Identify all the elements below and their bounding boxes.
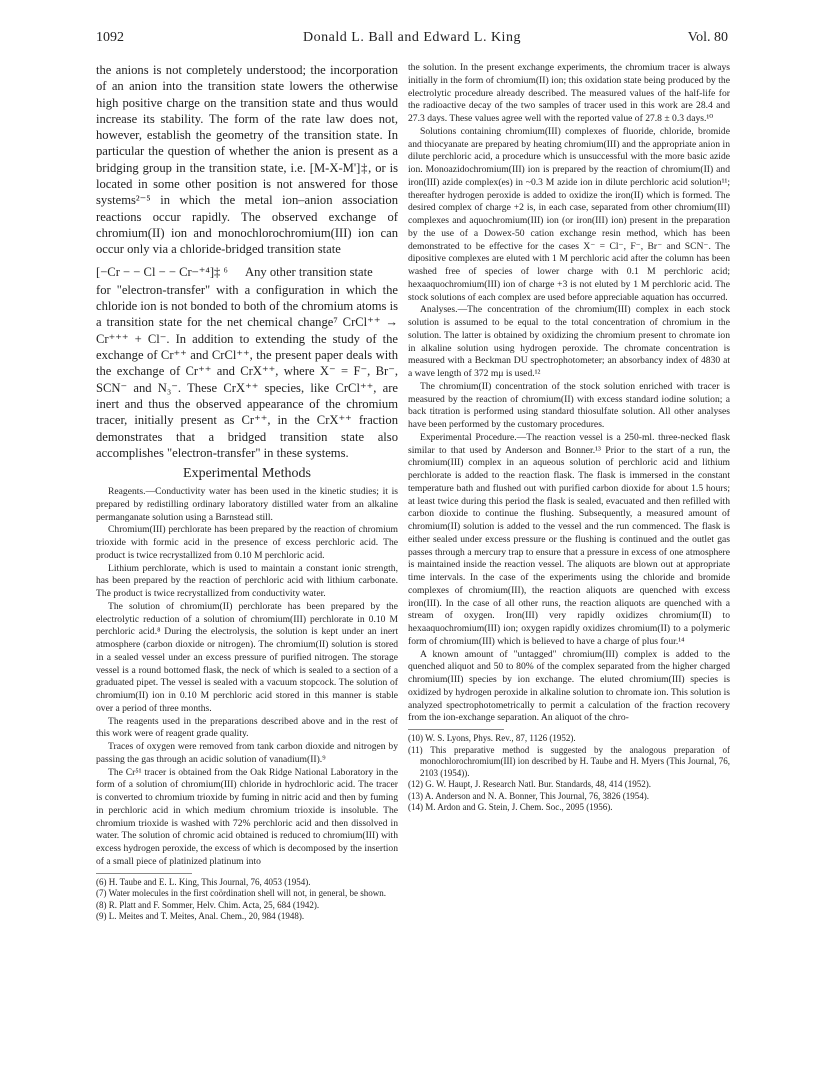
paragraph: the anions is not completely understood; the incorporation of an anion into the transition state lowers the otherwise high positive charge on the transition state and thus would increase its stability. The form of the rate law does not, however, establish the geometry of the transition state. In particular the question of whether the anion is present as a bridging group in the transition state, i.e. [M-X-M']‡, or is located in some other position is not answered for those systems²⁻⁵ in which the metal ion–anion association reactions occur rapidly. The observed exchange of chromium(II) ion and monochlorochromium(III) ion can occur only via a chloride-bridged transition state bbox=[96, 63, 398, 257]
section-heading: Experimental Methods bbox=[183, 466, 311, 482]
paragraph: The chromium(II) concentration of the stock solution enriched with tracer is measured by the reaction of chromium(II) with excess standard iodine solution; a back titration is performed using standard thiosulfate solution. All other analyses have been performed by the customary procedures. bbox=[408, 380, 730, 430]
footnote: (7) Water molecules in the first coördination shell will not, in general, be shown. bbox=[96, 888, 387, 899]
formula: [−Cr − − Cl − − Cr−⁺⁴]‡ ⁶ bbox=[96, 264, 228, 279]
paragraph: Chromium(III) perchlorate has been prepared by the reaction of chromium trioxide with formic acid in the presence of excess perchloric acid. The product is twice recrystallized from 0.10 M perchloric acid. bbox=[96, 524, 398, 561]
paragraph: The solution of chromium(II) perchlorate has been prepared by the electrolytic reduction of a solution of chromium(III) perchlorate in 0.10 M perchloric acid.⁸ During the electrolysis, the solution is kept under an inert atmosphere (carbon dioxide or nitrogen). The chromium(II) solution is stored in a sealed vessel under an excess pressure of purified nitrogen. The storage vessel is a round bottomed flask, the neck of which is sealed to a section of a graduated pipet. The vessel is sealed with a vacuum stopcock. The solution of chromium(II) ion in 0.10 M perchloric acid stored in this manner is stable over a period of three months. bbox=[96, 600, 398, 714]
left-column bbox=[96, 62, 398, 923]
footnote-rule bbox=[408, 729, 504, 730]
footnote: (12) G. W. Haupt, J. Research Natl. Bur. Standards, 48, 414 (1952). bbox=[408, 779, 651, 789]
formula-tail: Any other transition state bbox=[245, 264, 373, 279]
footnote: (11) This preparative method is suggested by the analogous preparation of monochlorochromium(III) ion described by H. Taube and H. Myers (This Journal, 76, 2103 (1954)). bbox=[408, 744, 730, 778]
transition-state-formula bbox=[96, 264, 398, 280]
running-title: Donald L. Ball and Edward L. King bbox=[303, 30, 521, 45]
paragraph: Analyses.—The concentration of the chromium(III) complex in each stock solution is assumed to be equal to the total concentration of chromium in the solution. The latter is obtained by oxidizing the chromium present to chromate ion in alkaline solution using hydrogen peroxide. The chromate concentration is measured with a Beckman DU spectrophotometer; an absorbancy index of 4830 at a wave length of 372 mμ is used.¹² bbox=[408, 304, 730, 379]
paragraph: Solutions containing chromium(III) complexes of fluoride, chloride, bromide and thiocyanate are prepared by heating chromium(III) and the appropriate anion in dilute perchloric acid, a procedure which is unsuccessful with the more basic azide ion. Monoazidochromium(III) ion is prepared by the reaction of chromium(II) and iron(III) azide complex(es) in ~0.3 M azide ion in dilute perchloric acid solution¹¹; thereafter hydrogen peroxide is added to oxidize the iron(II) which is formed. The desired complex of charge +2 is, in each case, separated from other chromium(III) complexes and aquochromium(III) ion (or iron(III) ion) present in the preparation by the use of a Dowex-50 cation exchange resin method, which has been demonstrated to be effective for the cases X⁻ = Cl⁻, F⁻, Br⁻ and SCN⁻. The dipositive complexes are eluted with 1 M perchloric acid after the column has been washed free of species of lower charge with 0.1 M perchloric acid; hexaaquochromium(III) ion of charge +3 is not eluted by 1 M perchloric acid. The stock solutions of each complex are used before appreciable aquation has occurred. bbox=[408, 125, 730, 303]
paragraph: Lithium perchlorate, which is used to maintain a constant ionic strength, has been prepared by the reaction of perchloric acid with lithium carbonate. The product is twice recrystallized from conductivity water. bbox=[96, 562, 398, 600]
volume-label: Vol. 80 bbox=[687, 30, 728, 45]
paragraph: Experimental Procedure.—The reaction vessel is a 250-ml. three-necked flask similar to that used by Anderson and Bonner.¹³ Prior to the start of a run, the chromium(III) complex in an aqueous solution of perchloric acid and lithium perchlorate is added to the reaction flask. The flask is immersed in the constant temperature bath and flushed out with purified carbon dioxide for about 1.5 hours; at least twice during this period the flask is sealed, evacuated and then refilled with carbon dioxide to continue the flushing. Subsequently, a measured amount of chromium(II) solution is added to the vessel and the run commenced. The flask is either sealed under excess pressure or the flushing is continued and the outlet gas passes through a mercury trap to ensure that a pressure in excess of one atmosphere is maintained inside the reaction vessel. The aliquots are blown out at appropriate time intervals. In the case of the experiments using the chloride and bromide complexes of chromium(III), the reaction aliquots are quenched with excess iron(III). In the case of all other runs, the reaction aliquots are quenched with a stream of oxygen. Iron(III) very rapidly oxidizes chromium(II) to hexaaquochromium(III) ion; oxygen rapidly oxidizes chromium(II) to a polymeric form of chromium(III) which is believed to have a charge of plus four.¹⁴ bbox=[408, 431, 730, 647]
paragraph: Traces of oxygen were removed from tank carbon dioxide and nitrogen by passing the gas through an acidic solution of vanadium(II).⁹ bbox=[96, 741, 398, 765]
page-number: 1092 bbox=[96, 30, 124, 45]
paragraph: Reagents.—Conductivity water has been used in the kinetic studies; it is prepared by redistilling ordinary laboratory distilled water from an alkaline permanganate solution using a Barnstead still. bbox=[96, 486, 398, 523]
footnote: (9) L. Meites and T. Meites, Anal. Chem., 20, 984 (1948). bbox=[96, 911, 305, 922]
footnote-rule bbox=[96, 873, 192, 874]
footnote: (10) W. S. Lyons, Phys. Rev., 87, 1126 (1952). bbox=[408, 733, 576, 743]
paragraph: The Cr⁵¹ tracer is obtained from the Oak Ridge National Laboratory in the form of a solution of chromium(III) chloride in hydrochloric acid. The tracer is converted to chromium trioxide by fuming in nitric acid and then by fuming in perchloric acid in which medium chromium trioxide is insoluble. The chromium trioxide is washed with 72% perchloric acid and then dissolved in water. The solution of chromic acid obtained is reduced to chromium(III) with excess hydrogen peroxide, the excess of which is decomposed by the insertion of a small piece of platinized platinum into bbox=[96, 766, 398, 867]
footnote: (14) M. Ardon and G. Stein, J. Chem. Soc., 2095 (1956). bbox=[408, 802, 613, 812]
paragraph: A known amount of "untagged" chromium(III) complex is added to the quenched aliquot and 50 to 80% of the complex separated from the higher charged chromium(III) species by ion exchange. The eluted chromium(III) species is oxidized by hydrogen peroxide in alkaline solution to chromate ion. This solution is analyzed spectrophotometrically to permit a calculation of the fraction recovery from the ion-exchange separation. An aliquot of the chro- bbox=[408, 648, 730, 724]
paragraph: for "electron-transfer" with a configuration in which the chloride ion is not bonded to both of the chromium atoms is a transition state for the net chemical change⁷ CrCl⁺⁺ → Cr⁺⁺⁺ + Cl⁻. In addition to extending the study of the exchange of Cr⁺⁺ and CrCl⁺⁺, the present paper deals with the exchange of Cr⁺⁺ and CrX⁺⁺, where X⁻ = F⁻, Br⁻, SCN⁻ and N₃⁻. These CrX⁺⁺ species, like CrCl⁺⁺, are inert and thus the observed appearance of the chromium tracer, initially present as Cr⁺⁺, in the CrX⁺⁺ fraction demonstrates that a bridged transition state also accomplishes "electron-transfer" in these systems. bbox=[96, 282, 398, 460]
footnote: (13) A. Anderson and N. A. Bonner, This Journal, 76, 3826 (1954). bbox=[408, 790, 649, 801]
paragraph: the solution. In the present exchange experiments, the chromium tracer is always initially in the form of chromium(II) ion; this oxidation state being produced by the electrolytic procedure already described. The measured values of the half-life for the radioactive decay of the two samples of tracer used in this work are 28.4 and 27.3 days. These values agree well with the reported value of 27.8 ± 0.3 days.¹⁰ bbox=[408, 62, 730, 124]
footnote: (8) R. Platt and F. Sommer, Helv. Chim. Acta, 25, 684 (1942). bbox=[96, 899, 320, 910]
right-column bbox=[408, 62, 730, 814]
footnote: (6) H. Taube and E. L. King, This Journal, 76, 4053 (1954). bbox=[96, 876, 311, 887]
running-header bbox=[96, 30, 728, 50]
paragraph: The reagents used in the preparations described above and in the rest of this work were of reagent grade quality. bbox=[96, 715, 398, 740]
